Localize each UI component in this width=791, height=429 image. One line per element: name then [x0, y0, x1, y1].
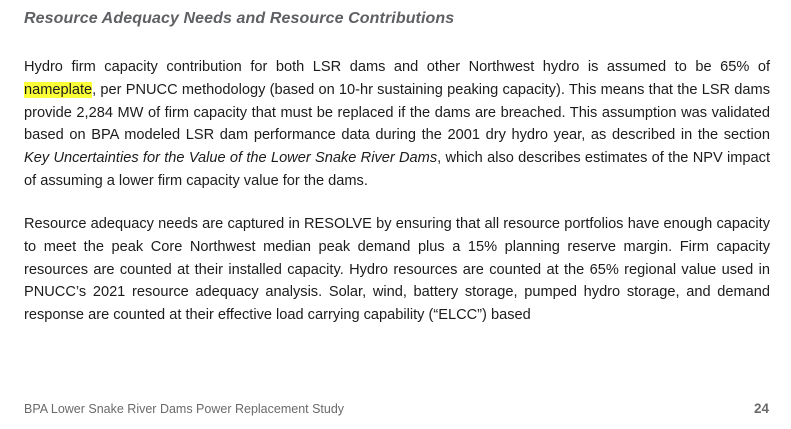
- section-heading: Resource Adequacy Needs and Resource Contributions: [24, 10, 455, 27]
- paragraph-text: , per PNUCC methodology (based on 10-hr sustaining peaking capacity). This means that the LSR dams provide 2,284 MW of firm capacity that must be replaced if the dams are breached. This assumption was validated based on BPA modeled LSR dam performance data during the 2001 dry hydro year, as described in the section: [24, 81, 770, 144]
- paragraph-resource-adequacy: Resource adequacy needs are captured in RESOLVE by ensuring that all resource portfolios have enough capacity to meet the peak Core Northwest median peak demand plus a 15% planning reserve margin. Firm capacity resources are counted at their installed capacity. Hydro resources are counted at the 65% regional value used in PNUCC’s 2021 resource adequacy analysis. Solar, wind, battery storage, pumped hydro storage, and demand response are counted at their effective load carrying capability (“ELCC”) based: [24, 216, 770, 324]
- highlighted-word: nameplate: [24, 81, 93, 98]
- paragraph-firm-capacity: [24, 56, 770, 193]
- section-reference: Key Uncertainties for the Value of the Lower Snake River Dams: [24, 150, 438, 167]
- paragraph-text: Hydro firm capacity contribution for both LSR dams and other Northwest hydro is assumed to be 65% of: [24, 59, 770, 75]
- paragraph-text: , which also describes estimates of the NPV impact of assuming a lower firm capacity value for the dams.: [24, 150, 771, 189]
- footer-title: BPA Lower Snake River Dams Power Replacement Study: [24, 402, 345, 416]
- page-number: 24: [753, 401, 769, 416]
